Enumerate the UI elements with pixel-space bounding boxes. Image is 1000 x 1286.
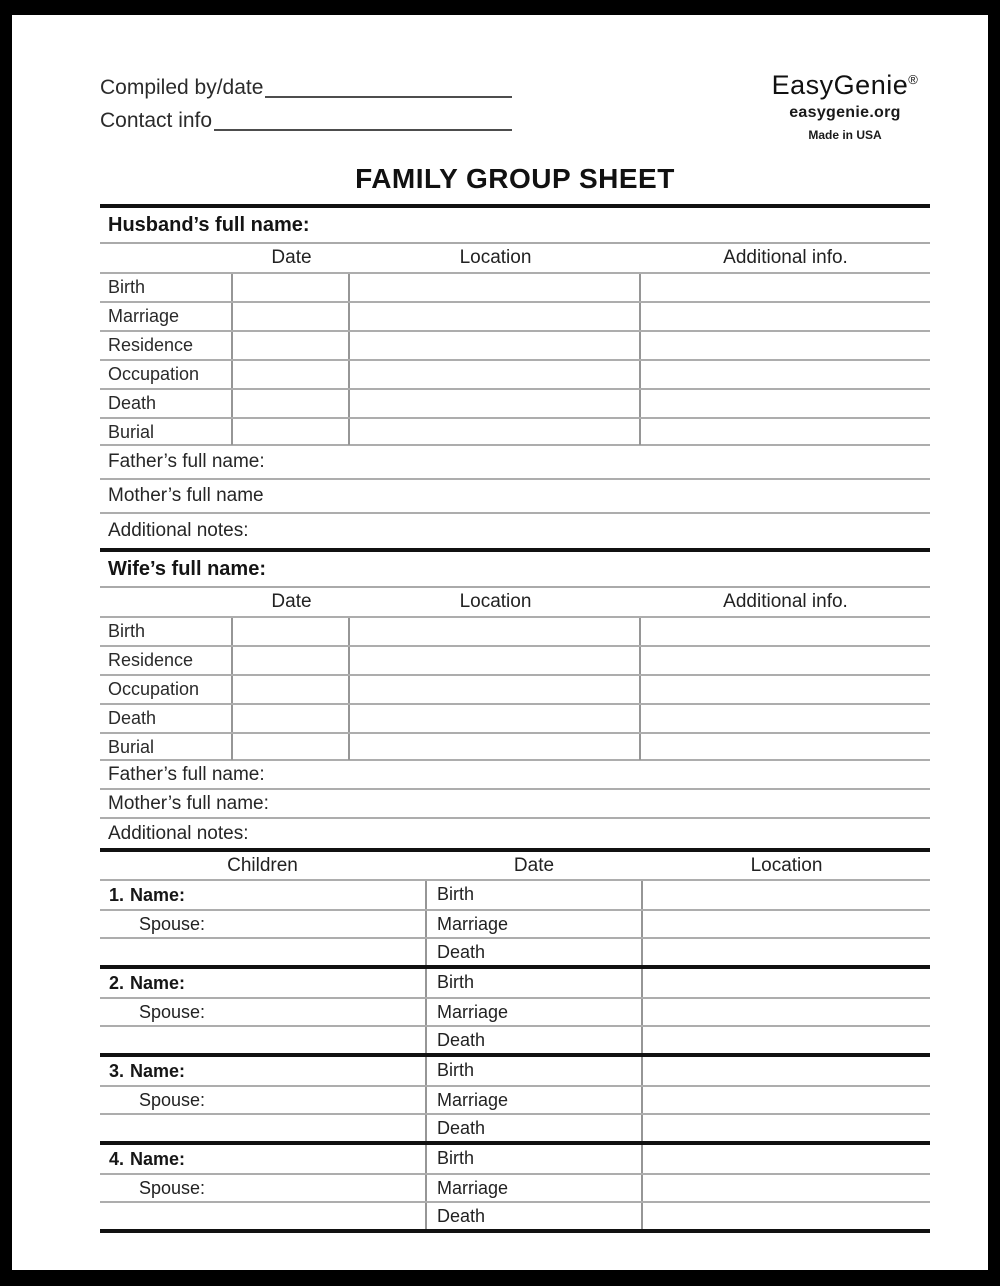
husband-full-name-heading: Husband’s full name: [100, 208, 930, 244]
page-title: FAMILY GROUP SHEET [355, 163, 675, 194]
location-cell [643, 1203, 930, 1229]
father-full-name-label: Father’s full name: [108, 451, 265, 472]
child-spouse-label: Spouse: [139, 1001, 206, 1022]
event-label-death: Death [425, 1115, 643, 1141]
event-label: Occupation [100, 676, 233, 703]
location-cell [643, 939, 930, 965]
event-label-marriage: Marriage [425, 999, 643, 1025]
additional-info-cell [641, 361, 930, 388]
child-block-1 [100, 881, 930, 965]
event-label: Birth [100, 274, 233, 301]
event-row-burial [100, 417, 930, 446]
compiled-by-field [100, 68, 512, 101]
child-death-row [100, 1201, 930, 1229]
child-spouse-label: Spouse: [139, 913, 206, 934]
additional-info-cell [641, 676, 930, 703]
location-cell [643, 1145, 930, 1173]
child-name-label: Name: [130, 884, 186, 905]
child-name-row [100, 881, 930, 909]
location-cell [350, 618, 641, 645]
child-spouse-row [100, 909, 930, 937]
father-full-name-label: Father’s full name: [108, 763, 265, 785]
additional-info-cell [641, 390, 930, 417]
event-label-birth: Birth [425, 1145, 643, 1173]
location-cell [643, 969, 930, 997]
column-header-children: Children [227, 855, 298, 876]
event-row-marriage [100, 301, 930, 330]
children-section [100, 852, 930, 1233]
date-cell [233, 303, 350, 330]
brand-website: easygenie.org [789, 104, 901, 121]
child-name-label: Name: [130, 1148, 186, 1169]
additional-info-cell [641, 419, 930, 445]
column-header-date: Date [271, 591, 312, 612]
child-spouse-label: Spouse: [139, 1177, 206, 1198]
husband-additional-notes-row [100, 514, 930, 548]
column-header-additional-info: Additional info. [723, 247, 848, 268]
date-cell [233, 618, 350, 645]
event-label: Death [100, 705, 233, 732]
event-label: Residence [100, 647, 233, 674]
date-cell [233, 361, 350, 388]
husband-mother-full-name-row [100, 480, 930, 514]
additional-info-cell [641, 705, 930, 732]
date-cell [233, 390, 350, 417]
mother-full-name-label: Mother’s full name [108, 485, 264, 506]
child-block-2 [100, 969, 930, 1053]
event-label-marriage: Marriage [425, 1175, 643, 1201]
date-cell [233, 676, 350, 703]
event-label: Birth [100, 618, 233, 645]
location-cell [643, 999, 930, 1025]
event-row-birth [100, 272, 930, 301]
child-name-label: Name: [130, 1060, 186, 1081]
brand-logo [760, 68, 930, 142]
additional-info-cell [641, 618, 930, 645]
location-cell [643, 881, 930, 909]
event-label: Residence [100, 332, 233, 359]
child-number: 1. [109, 884, 125, 905]
column-header-location: Location [750, 855, 823, 876]
event-row-residence [100, 330, 930, 359]
child-number: 4. [109, 1148, 125, 1169]
form-page [12, 15, 988, 1270]
event-label: Burial [100, 419, 233, 445]
location-cell [350, 303, 641, 330]
event-label: Marriage [100, 303, 233, 330]
date-cell [233, 647, 350, 674]
child-spouse-row [100, 1173, 930, 1201]
column-header-additional-info: Additional info. [723, 591, 848, 612]
location-cell [350, 705, 641, 732]
event-label-birth: Birth [425, 1057, 643, 1085]
husband-column-header-row [100, 244, 930, 272]
child-death-row [100, 1113, 930, 1141]
event-label-birth: Birth [425, 969, 643, 997]
location-cell [350, 676, 641, 703]
event-row-occupation [100, 674, 930, 703]
event-row-birth [100, 616, 930, 645]
wife-mother-full-name-row [100, 790, 930, 819]
registered-trademark-symbol: ® [908, 72, 919, 87]
compiled-by-label: Compiled by/date [100, 76, 264, 99]
event-row-burial [100, 732, 930, 761]
wife-events-table [100, 616, 930, 761]
date-cell [233, 332, 350, 359]
additional-info-cell [641, 303, 930, 330]
wife-section [100, 552, 930, 848]
location-cell [350, 647, 641, 674]
column-header-location: Location [459, 591, 532, 612]
husband-father-full-name-row [100, 446, 930, 480]
child-death-row [100, 1025, 930, 1053]
location-cell [350, 332, 641, 359]
event-label: Burial [100, 734, 233, 760]
brand-made-in: Made in USA [808, 128, 882, 142]
event-row-occupation [100, 359, 930, 388]
event-label: Death [100, 390, 233, 417]
date-cell [233, 705, 350, 732]
contact-info-label: Contact info [100, 109, 213, 132]
child-spouse-label: Spouse: [139, 1089, 206, 1110]
child-spouse-row [100, 1085, 930, 1113]
location-cell [643, 1087, 930, 1113]
event-label-death: Death [425, 1027, 643, 1053]
event-row-residence [100, 645, 930, 674]
child-name-row [100, 1057, 930, 1085]
husband-events-table [100, 272, 930, 446]
location-cell [643, 1115, 930, 1141]
additional-info-cell [641, 734, 930, 760]
child-block-4 [100, 1145, 930, 1229]
date-cell [233, 274, 350, 301]
wife-father-full-name-row [100, 761, 930, 790]
wife-column-header-row [100, 588, 930, 616]
child-name-row [100, 969, 930, 997]
wife-full-name-heading: Wife’s full name: [100, 552, 930, 588]
brand-name: EasyGenie® [771, 70, 919, 100]
mother-full-name-label: Mother’s full name: [108, 792, 269, 814]
location-cell [643, 1027, 930, 1053]
event-label-marriage: Marriage [425, 911, 643, 937]
column-header-date: Date [513, 855, 555, 876]
location-cell [350, 419, 641, 445]
additional-info-cell [641, 647, 930, 674]
location-cell [350, 390, 641, 417]
wife-additional-notes-row [100, 819, 930, 848]
additional-info-cell [641, 332, 930, 359]
event-label: Occupation [100, 361, 233, 388]
husband-section [100, 208, 930, 548]
additional-notes-label: Additional notes: [108, 520, 249, 541]
date-cell [233, 734, 350, 760]
location-cell [350, 274, 641, 301]
event-row-death [100, 703, 930, 732]
column-header-date: Date [271, 247, 312, 268]
child-name-label: Name: [130, 972, 186, 993]
location-cell [350, 734, 641, 760]
compiled-by-fill-line [265, 96, 512, 98]
location-cell [643, 1057, 930, 1085]
table-bottom-border [100, 1229, 930, 1233]
child-spouse-row [100, 997, 930, 1025]
child-name-row [100, 1145, 930, 1173]
contact-info-fill-line [214, 129, 512, 131]
child-number: 3. [109, 1060, 125, 1081]
child-number: 2. [109, 972, 125, 993]
additional-notes-label: Additional notes: [108, 822, 249, 844]
children-column-header-row [100, 852, 930, 881]
date-cell [233, 419, 350, 445]
child-death-row [100, 937, 930, 965]
child-block-3 [100, 1057, 930, 1141]
location-cell [643, 911, 930, 937]
contact-info-field [100, 101, 512, 134]
event-row-death [100, 388, 930, 417]
page-header [100, 68, 930, 142]
event-label-marriage: Marriage [425, 1087, 643, 1113]
event-label-death: Death [425, 1203, 643, 1229]
location-cell [643, 1175, 930, 1201]
event-label-birth: Birth [425, 881, 643, 909]
additional-info-cell [641, 274, 930, 301]
location-cell [350, 361, 641, 388]
column-header-location: Location [459, 247, 532, 268]
event-label-death: Death [425, 939, 643, 965]
